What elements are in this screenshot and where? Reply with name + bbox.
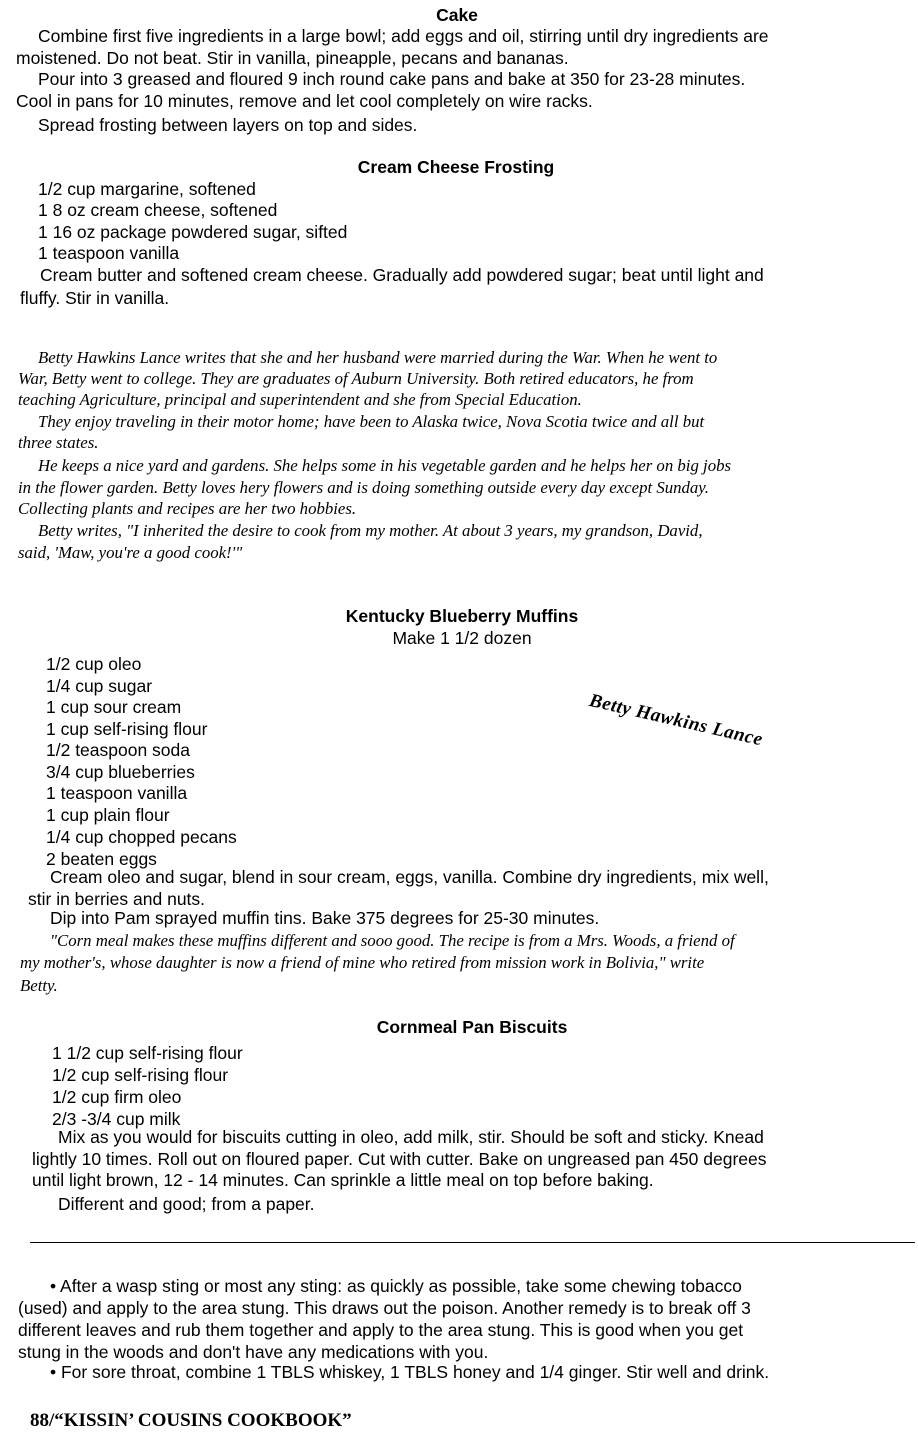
yield: Make 1 1/2 dozen	[392, 628, 532, 648]
text-line: lightly 10 times. Roll out on floured paper. Cut with cutter. Bake on ungreased pan 450 degrees	[32, 1149, 767, 1169]
ingredient: 1 teaspoon vanilla	[46, 783, 188, 803]
bio-line: He keeps a nice yard and gardens. She helps some in his vegetable garden and he helps her on big jobs	[38, 456, 732, 475]
ingredient: 1/4 cup sugar	[46, 676, 153, 696]
text-line: Combine first five ingredients in a large bowl; add eggs and oil, stirring until dry ingredients are	[38, 26, 769, 46]
bio-line: Collecting plants and recipes are her two hobbies.	[18, 499, 357, 518]
quote-line: my mother's, whose daughter is now a friend of mine who retired from mission work in Bolivia," write	[20, 953, 705, 972]
tip-line: different leaves and rub them together and apply to the area stung. This is good when you get	[18, 1320, 744, 1340]
divider-rule	[30, 1242, 915, 1243]
ingredient: 2 beaten eggs	[46, 849, 157, 869]
ingredient: 1/2 cup oleo	[46, 654, 142, 674]
section-title: Cake	[436, 5, 478, 25]
bio-line: Betty Hawkins Lance writes that she and her husband were married during the War. When he went to	[38, 348, 718, 367]
tip-line: stung in the woods and don't have any medications with you.	[18, 1342, 489, 1362]
ingredient: 1 16 oz package powdered sugar, sifted	[38, 222, 348, 242]
text-line: Spread frosting between layers on top and sides.	[38, 115, 418, 135]
ingredient: 1/2 cup firm oleo	[52, 1087, 182, 1107]
ingredient: 1/4 cup chopped pecans	[46, 827, 237, 847]
ingredient: 1/2 cup margarine, softened	[38, 179, 256, 199]
signature: Betty Hawkins Lance	[587, 690, 765, 751]
bio-line: teaching Agriculture, principal and superintendent and she from Special Education.	[18, 390, 582, 409]
bio-line: They enjoy traveling in their motor home; have been to Alaska twice, Nova Scotia twice and all but	[38, 412, 705, 431]
tip-line: (used) and apply to the area stung. This draws out the poison. Another remedy is to break off 3	[18, 1298, 751, 1318]
ingredient: 1/2 cup self-rising flour	[52, 1065, 229, 1085]
text-line: moistened. Do not beat. Stir in vanilla, pineapple, pecans and bananas.	[16, 48, 569, 68]
ingredient: 1 1/2 cup self-rising flour	[52, 1043, 243, 1063]
tip-line: • For sore throat, combine 1 TBLS whiskey, 1 TBLS honey and 1/4 ginger. Stir well and drink.	[50, 1362, 770, 1382]
bio-line: War, Betty went to college. They are graduates of Auburn University. Both retired educators, he from	[18, 369, 694, 388]
quote-line: "Corn meal makes these muffins different and sooo good. The recipe is from a Mrs. Woods, a friend of	[50, 931, 735, 950]
ingredient: 1 8 oz cream cheese, softened	[38, 200, 278, 220]
section-title: Cream Cheese Frosting	[357, 157, 555, 177]
text-line: Mix as you would for biscuits cutting in oleo, add milk, stir. Should be soft and sticky. Knead	[58, 1127, 764, 1147]
text-line: stir in berries and nuts.	[28, 889, 206, 909]
footer-title: 88/“KISSIN’ COUSINS COOKBOOK”	[30, 1410, 352, 1431]
tip-line: • After a wasp sting or most any sting: as quickly as possible, take some chewing tobacco	[50, 1276, 742, 1296]
ingredient: 1 cup sour cream	[46, 697, 182, 717]
bio-line: in the flower garden. Betty loves hery flowers and is doing something outside every day except Sunday.	[18, 478, 709, 497]
text-line: Pour into 3 greased and floured 9 inch round cake pans and bake at 350 for 23-28 minutes.	[38, 69, 746, 89]
ingredient: 2/3 -3/4 cup milk	[52, 1109, 181, 1129]
text-line: Cream butter and softened cream cheese. Gradually add powdered sugar; beat until light and	[40, 265, 764, 285]
section-title: Cornmeal Pan Biscuits	[376, 1017, 568, 1037]
bio-line: Betty writes, "I inherited the desire to cook from my mother. At about 3 years, my grandson, David,	[38, 521, 703, 540]
text-line: Dip into Pam sprayed muffin tins. Bake 375 degrees for 25-30 minutes.	[50, 908, 600, 928]
ingredient: 1 cup plain flour	[46, 805, 170, 825]
bio-line: said, 'Maw, you're a good cook!'"	[18, 543, 243, 562]
text-line: Different and good; from a paper.	[58, 1194, 315, 1214]
ingredient: 1 teaspoon vanilla	[38, 243, 180, 263]
section-title: Kentucky Blueberry Muffins	[345, 606, 579, 626]
text-line: until light brown, 12 - 14 minutes. Can sprinkle a little meal on top before baking.	[32, 1170, 654, 1190]
quote-line: Betty.	[20, 976, 58, 995]
ingredient: 3/4 cup blueberries	[46, 762, 195, 782]
ingredient: 1/2 teaspoon soda	[46, 740, 191, 760]
text-line: Cool in pans for 10 minutes, remove and let cool completely on wire racks.	[16, 91, 593, 111]
text-line: Cream oleo and sugar, blend in sour cream, eggs, vanilla. Combine dry ingredients, mix well,	[50, 867, 769, 887]
text-line: fluffy. Stir in vanilla.	[20, 288, 170, 308]
bio-line: three states.	[18, 433, 99, 452]
ingredient: 1 cup self-rising flour	[46, 719, 208, 739]
